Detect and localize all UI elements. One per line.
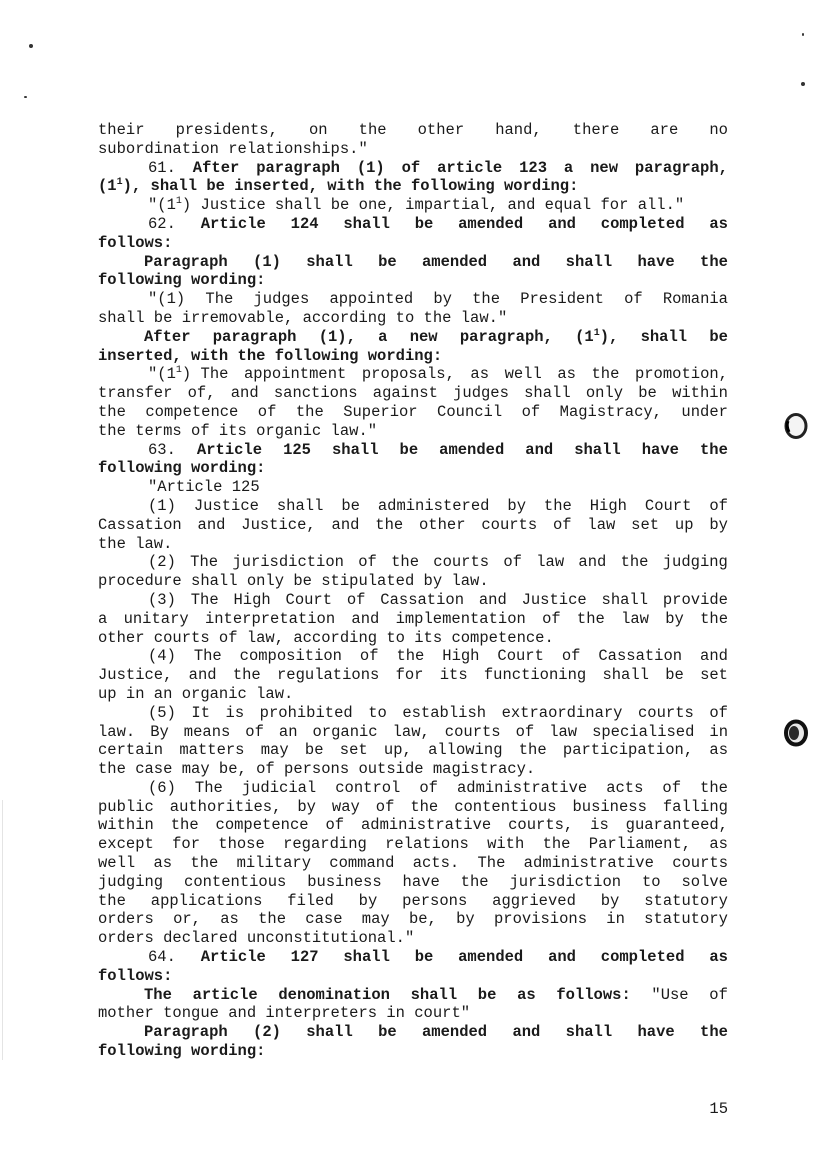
point-61-heading-2: $(1^1)$, shall be inserted, with the following wording: bbox=[98, 177, 579, 196]
punch-hole-top bbox=[783, 412, 809, 440]
quote-2-line-1: "$(1^1)$ The appointment proposals, as well as the promotion, bbox=[148, 365, 728, 384]
document-body bbox=[98, 121, 728, 1061]
point-62-heading: 62. Article 124 shall be amended and completed as bbox=[148, 214, 728, 233]
article-125-s6-line-8: orders or, as the case may be, by provisions in statutory bbox=[98, 910, 728, 929]
page-crease bbox=[2, 800, 3, 1060]
article-125-s6-line-6: judging contentious business have the jurisdiction to solve bbox=[98, 872, 728, 891]
opening-line-2: subordination relationships." bbox=[98, 139, 368, 158]
point-63-heading: 63. Article 125 shall be amended and shall have the bbox=[148, 440, 728, 459]
point-63-heading-2: following wording: bbox=[98, 459, 266, 478]
article-125-s1-line-2: Cassation and Justice, and the other courts of law set up by bbox=[98, 515, 728, 534]
article-125-s5-line-1: (5) It is prohibited to establish extraordinary courts of bbox=[148, 703, 728, 722]
article-125-s3-line-1: (3) The High Court of Cassation and Justice shall provide bbox=[148, 590, 728, 609]
paragraph-2-instruction-2: following wording: bbox=[98, 1042, 266, 1061]
denomination-instruction-2: mother tongue and interpreters in court" bbox=[98, 1004, 471, 1023]
article-125-s6-line-4: except for those regarding relations with the Parliament, as bbox=[98, 835, 728, 854]
article-125-s6-line-7: the applications filed by persons aggrieved by statutory bbox=[98, 891, 728, 910]
page-number: 15 bbox=[709, 1100, 728, 1118]
scan-speck bbox=[802, 33, 804, 36]
article-125-s3-line-3: other courts of law, according to its competence. bbox=[98, 628, 554, 647]
article-125-title: "Article 125 bbox=[148, 478, 260, 497]
article-125-s5-line-2: law. By means of an organic law, courts of law specialised in bbox=[98, 722, 728, 741]
point-62-heading-2: follows: bbox=[98, 233, 173, 252]
article-125-s4-line-2: Justice, and the regulations for its functioning shall be set bbox=[98, 666, 728, 685]
point-64-heading-2: follows: bbox=[98, 966, 173, 985]
article-125-s6-line-5: well as the military command acts. The administrative courts bbox=[98, 854, 728, 873]
paragraph-1-instruction: Paragraph (1) shall be amended and shall have the bbox=[144, 252, 728, 271]
article-125-s4-line-3: up in an organic law. bbox=[98, 684, 294, 703]
quote-1-line-1: "(1) The judges appointed by the President of Romania bbox=[148, 290, 728, 309]
after-paragraph-instruction-2: inserted, with the following wording: bbox=[98, 346, 443, 365]
scan-speck bbox=[24, 96, 27, 98]
scan-speck bbox=[29, 44, 33, 48]
punch-hole-bottom bbox=[783, 719, 809, 747]
article-125-s6-line-2: public authorities, by way of the contentious business falling bbox=[98, 797, 728, 816]
article-125-s5-line-3: certain matters may be set up, allowing the participation, as bbox=[98, 741, 728, 760]
point-61-quote: "$(1^1)$ Justice shall be one, impartial, and equal for all." bbox=[148, 196, 685, 215]
article-125-s1-line-3: the law. bbox=[98, 534, 173, 553]
article-125-s5-line-4: the case may be, of persons outside magistracy. bbox=[98, 760, 536, 779]
article-125-s2-line-1: (2) The jurisdiction of the courts of law and the judging bbox=[148, 553, 728, 572]
opening-line-1: their presidents, on the other hand, there are no bbox=[98, 121, 728, 139]
quote-2-line-3: the competence of the Superior Council of Magistracy, under bbox=[98, 402, 728, 421]
article-125-s2-line-2: procedure shall only be stipulated by law. bbox=[98, 572, 489, 591]
article-125-s4-line-1: (4) The composition of the High Court of Cassation and bbox=[148, 647, 728, 666]
article-125-s6-line-1: (6) The judicial control of administrative acts of the bbox=[148, 778, 728, 797]
paragraph-1-instruction-2: following wording: bbox=[98, 271, 266, 290]
scan-speck bbox=[801, 82, 805, 86]
point-64-heading: 64. Article 127 shall be amended and completed as bbox=[148, 948, 728, 967]
paragraph-2-instruction: Paragraph (2) shall be amended and shall have the bbox=[144, 1023, 728, 1042]
quote-2-line-4: the terms of its organic law." bbox=[98, 421, 378, 440]
after-paragraph-instruction: After paragraph (1), a new paragraph, $(1^1)$, shall be bbox=[144, 327, 728, 346]
quote-2-line-2: transfer of, and sanctions against judges shall only be within bbox=[98, 384, 728, 403]
article-125-s6-line-3: within the competence of administrative courts, is guaranteed, bbox=[98, 816, 728, 835]
article-125-s3-line-2: a unitary interpretation and implementation of the law by the bbox=[98, 609, 728, 628]
point-61-heading: 61. After paragraph (1) of article 123 a new paragraph, bbox=[148, 158, 728, 177]
quote-1-line-2: shall be irremovable, according to the law." bbox=[98, 308, 508, 327]
article-125-s6-line-9: orders declared unconstitutional." bbox=[98, 929, 415, 948]
article-125-s1-line-1: (1) Justice shall be administered by the High Court of bbox=[148, 496, 728, 515]
denomination-instruction: The article denomination shall be as follows: "Use of bbox=[144, 985, 728, 1004]
